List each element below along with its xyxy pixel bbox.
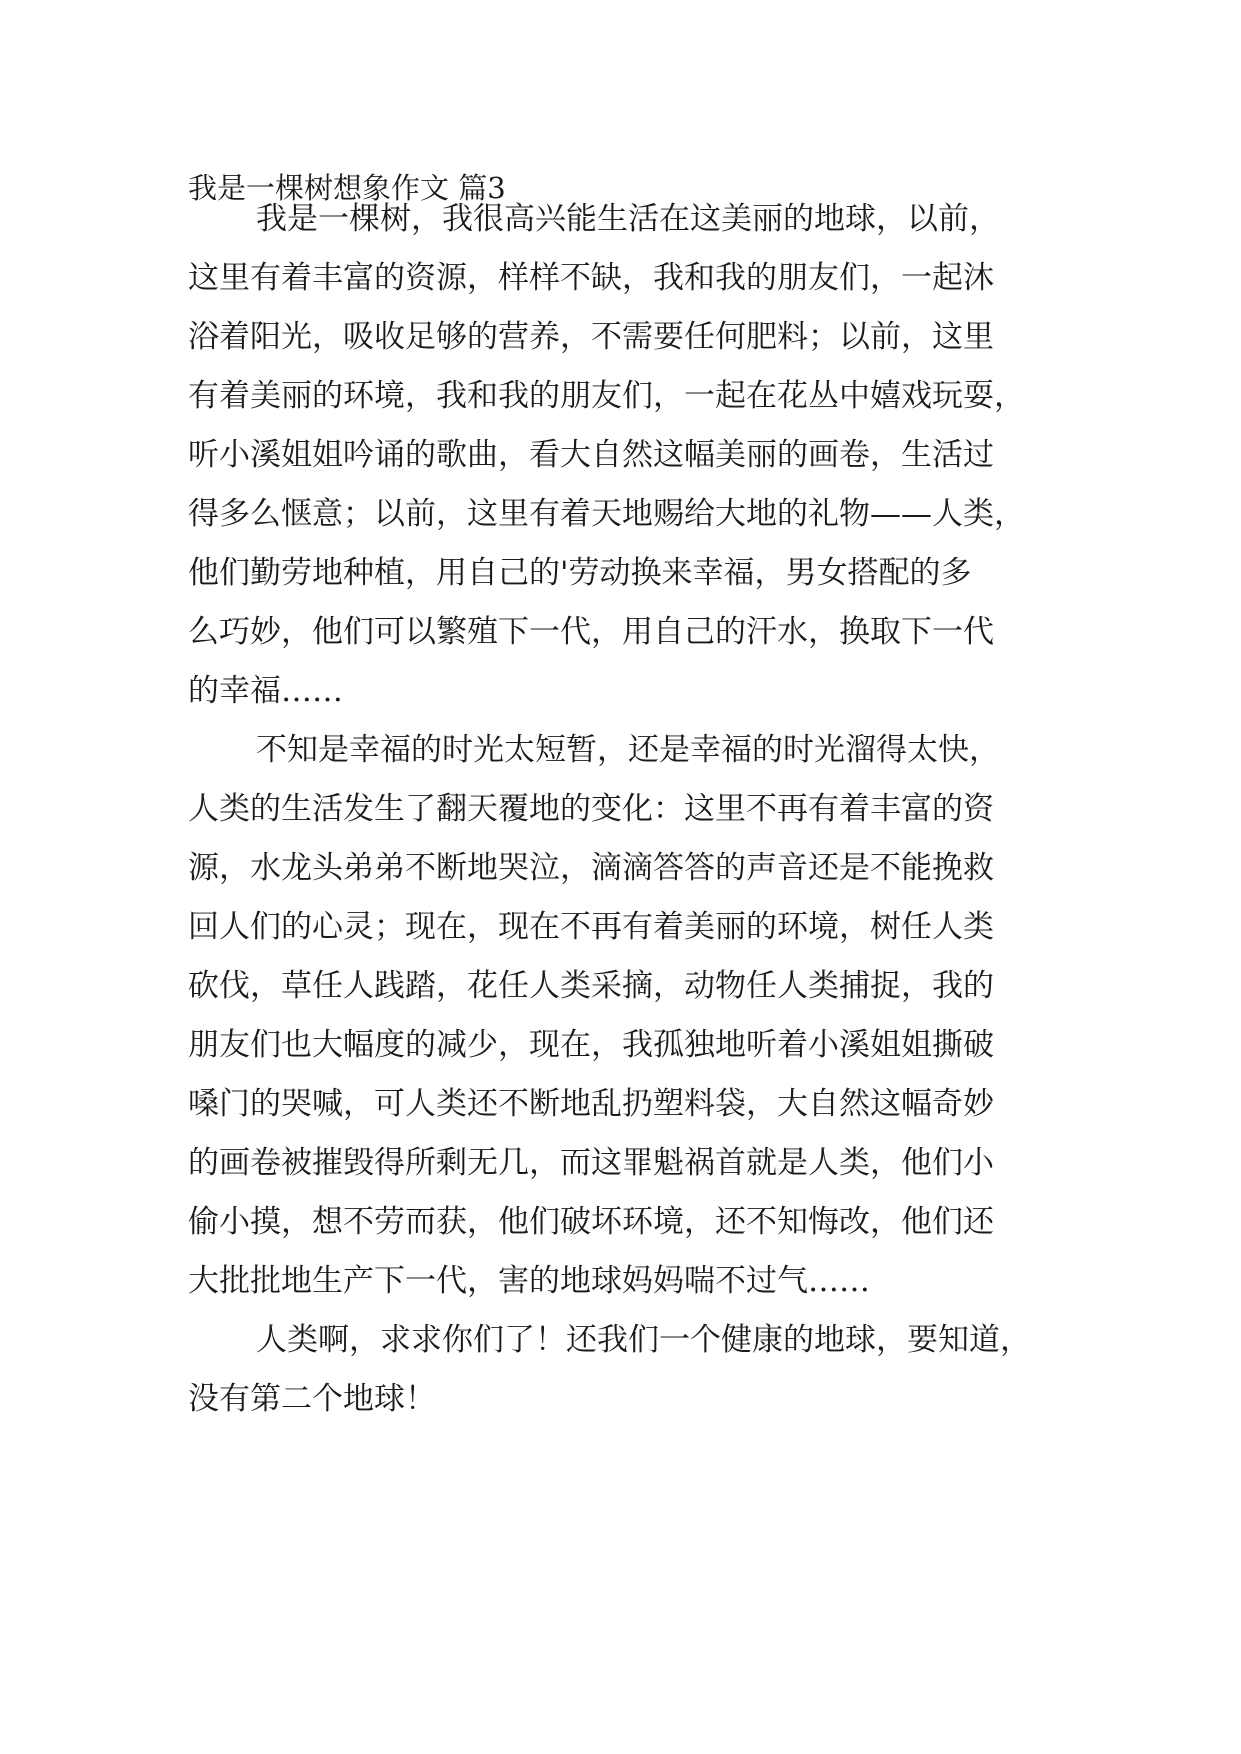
text-line: 嗓门的哭喊，可人类还不断地乱扔塑料袋，大自然这幅奇妙 bbox=[188, 1086, 994, 1122]
text-line: 源，水龙头弟弟不断地哭泣，滴滴答答的声音还是不能挽救 bbox=[188, 850, 994, 886]
text-line: 大批批地生产下一代，害的地球妈妈喘不过气…… bbox=[188, 1263, 870, 1299]
text-line: 不知是幸福的时光太短暂，还是幸福的时光溜得太快， bbox=[256, 732, 1000, 768]
text-line: 朋友们也大幅度的减少，现在，我孤独地听着小溪姐姐撕破 bbox=[188, 1027, 994, 1063]
text-line: 的画卷被摧毁得所剩无几，而这罪魁祸首就是人类，他们小 bbox=[188, 1145, 994, 1181]
text-line: 砍伐，草任人践踏，花任人类采摘，动物任人类捕捉，我的 bbox=[188, 968, 994, 1004]
text-line: 我是一棵树，我很高兴能生活在这美丽的地球，以前， bbox=[256, 201, 1000, 237]
text-line: 浴着阳光，吸收足够的营养，不需要任何肥料；以前，这里 bbox=[188, 319, 994, 355]
text-line: 有着美丽的环境，我和我的朋友们，一起在花丛中嬉戏玩耍， bbox=[188, 378, 1025, 414]
text-line: 回人们的心灵；现在，现在不再有着美丽的环境，树任人类 bbox=[188, 909, 994, 945]
text-line: 他们勤劳地种植，用自己的'劳动换来幸福，男女搭配的多 bbox=[188, 555, 972, 591]
document-body bbox=[188, 190, 1188, 1429]
paragraph-1 bbox=[188, 190, 1188, 721]
text-line: 人类的生活发生了翻天覆地的变化：这里不再有着丰富的资 bbox=[188, 791, 994, 827]
text-line: 没有第二个地球！ bbox=[188, 1381, 436, 1417]
paragraph-2 bbox=[188, 721, 1188, 1311]
text-line: 人类啊，求求你们了！还我们一个健康的地球，要知道， bbox=[256, 1322, 1031, 1358]
text-line: 得多么惬意；以前，这里有着天地赐给大地的礼物——人类， bbox=[188, 496, 1025, 532]
document-title: 我是一棵树想象作文 篇3 bbox=[188, 171, 506, 205]
text-line: 听小溪姐姐吟诵的歌曲，看大自然这幅美丽的画卷，生活过 bbox=[188, 437, 994, 473]
text-line: 么巧妙，他们可以繁殖下一代，用自己的汗水，换取下一代 bbox=[188, 614, 994, 650]
text-line: 的幸福…… bbox=[188, 673, 343, 709]
text-line: 偷小摸，想不劳而获，他们破坏环境，还不知悔改，他们还 bbox=[188, 1204, 994, 1240]
text-line: 这里有着丰富的资源，样样不缺，我和我的朋友们，一起沐 bbox=[188, 260, 994, 296]
paragraph-3 bbox=[188, 1311, 1188, 1429]
